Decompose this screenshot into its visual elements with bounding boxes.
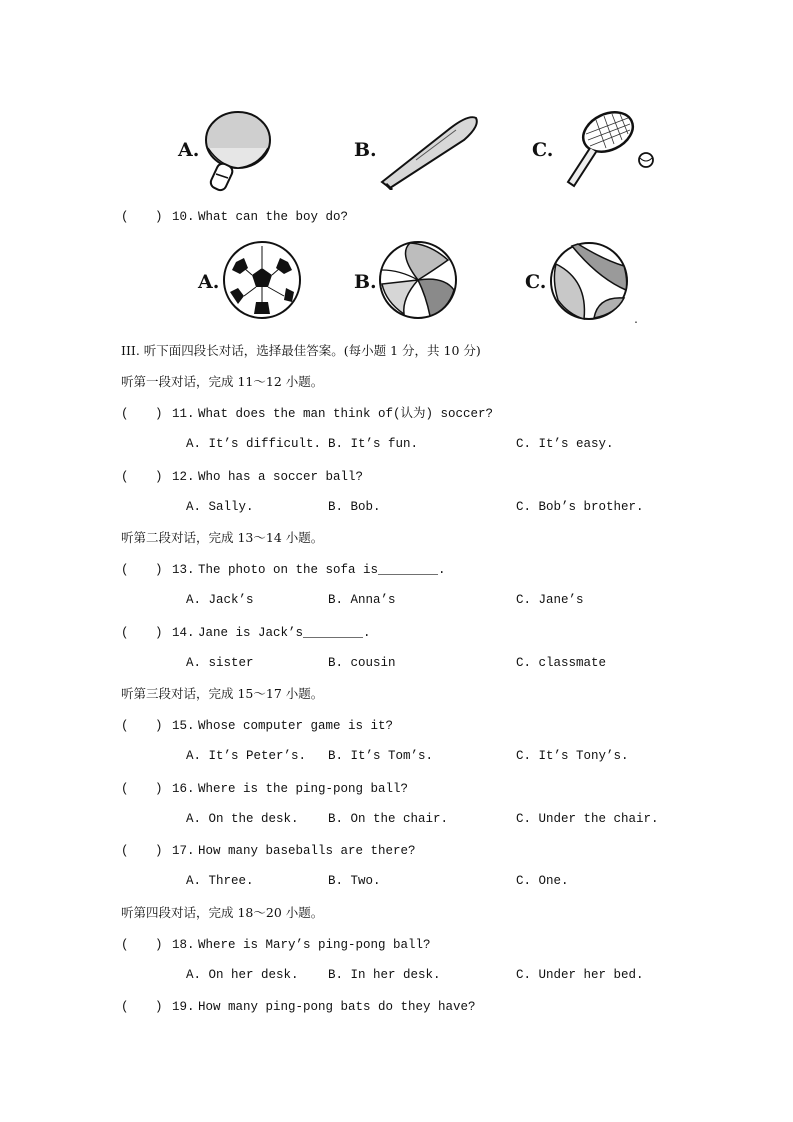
paren-close: ): [155, 782, 163, 796]
option-b: B. On the chair.: [328, 812, 449, 826]
question-text: How many baseballs are there?: [198, 844, 416, 858]
option-c: C. One.: [516, 874, 569, 888]
option-b: B. In her desk.: [328, 968, 441, 982]
question-text: Where is Mary’s ping-pong ball?: [198, 938, 431, 952]
q10-paren-open: (: [121, 210, 129, 224]
paren-open: (: [121, 1000, 129, 1014]
paren-open: (: [121, 470, 129, 484]
option-a: A. sister: [186, 656, 254, 670]
option-a: A. It’s difficult.: [186, 437, 322, 451]
option-c-label-2: C.: [525, 271, 547, 293]
option-c: C. Under her bed.: [516, 968, 644, 982]
option-a: A. On her desk.: [186, 968, 299, 982]
question-text: Jane is Jack’s________.: [198, 626, 371, 640]
soccer-ball-icon: [222, 240, 302, 320]
dialogue-3-heading: 听第三段对话，完成 15～17 小题。: [121, 686, 324, 701]
option-b: B. It’s fun.: [328, 437, 419, 451]
q10-text: What can the boy do?: [198, 210, 349, 224]
option-a: A. It’s Peter’s.: [186, 749, 307, 763]
option-c: C. Under the chair.: [516, 812, 659, 826]
question-number: 14.: [172, 626, 195, 640]
tennis-racket-icon: [556, 108, 656, 192]
question-text: Where is the ping-pong ball?: [198, 782, 409, 796]
option-a: A. Sally.: [186, 500, 254, 514]
option-b-label: B.: [354, 139, 377, 161]
question-number: 11.: [172, 407, 195, 421]
option-b: B. Anna’s: [328, 593, 396, 607]
question-number: 18.: [172, 938, 195, 952]
option-a: A. Three.: [186, 874, 254, 888]
paren-close: ): [155, 407, 163, 421]
option-a-label: A.: [178, 139, 200, 161]
option-a: A. Jack’s: [186, 593, 254, 607]
dialogue-2-heading: 听第二段对话，完成 13～14 小题。: [121, 530, 324, 545]
q10-number: 10.: [172, 210, 195, 224]
option-b: B. Two.: [328, 874, 381, 888]
option-a-label-2: A.: [198, 271, 220, 293]
dialogue-4-heading: 听第四段对话，完成 18～20 小题。: [121, 905, 324, 920]
question-text: Whose computer game is it?: [198, 719, 394, 733]
option-b: B. cousin: [328, 656, 396, 670]
option-b: B. It’s Tom’s.: [328, 749, 434, 763]
paren-close: ): [155, 626, 163, 640]
option-b: B. Bob.: [328, 500, 381, 514]
paren-open: (: [121, 407, 129, 421]
section-heading: III. 听下面四段长对话，选择最佳答案。(每小题 1 分，共 10 分): [121, 343, 481, 358]
option-b-label-2: B.: [354, 271, 377, 293]
question-number: 13.: [172, 563, 195, 577]
trailing-dot: .: [633, 316, 640, 327]
ping-pong-bat-icon: [200, 108, 272, 192]
q10-paren-close: ): [155, 210, 163, 224]
question-text: How many ping-pong bats do they have?: [198, 1000, 476, 1014]
paren-open: (: [121, 626, 129, 640]
paren-open: (: [121, 844, 129, 858]
paren-close: ): [155, 844, 163, 858]
paren-close: ): [155, 719, 163, 733]
basketball-icon: [548, 240, 630, 322]
paren-close: ): [155, 470, 163, 484]
question-text: Who has a soccer ball?: [198, 470, 364, 484]
baseball-bat-icon: [376, 110, 484, 190]
question-text: What does the man think of(认为) soccer?: [198, 407, 494, 421]
paren-close: ): [155, 563, 163, 577]
paren-open: (: [121, 938, 129, 952]
option-c-label: C.: [532, 139, 554, 161]
option-a: A. On the desk.: [186, 812, 299, 826]
option-c: C. It’s easy.: [516, 437, 614, 451]
option-c: C. classmate: [516, 656, 607, 670]
question-number: 15.: [172, 719, 195, 733]
option-c: C. It’s Tony’s.: [516, 749, 629, 763]
volleyball-icon: [378, 240, 458, 320]
question-number: 17.: [172, 844, 195, 858]
question-number: 12.: [172, 470, 195, 484]
dialogue-1-heading: 听第一段对话，完成 11～12 小题。: [121, 374, 324, 389]
question-number: 16.: [172, 782, 195, 796]
paren-close: ): [155, 1000, 163, 1014]
option-c: C. Bob’s brother.: [516, 500, 644, 514]
paren-close: ): [155, 938, 163, 952]
paren-open: (: [121, 719, 129, 733]
paren-open: (: [121, 563, 129, 577]
paren-open: (: [121, 782, 129, 796]
question-number: 19.: [172, 1000, 195, 1014]
question-text: The photo on the sofa is________.: [198, 563, 446, 577]
option-c: C. Jane’s: [516, 593, 584, 607]
